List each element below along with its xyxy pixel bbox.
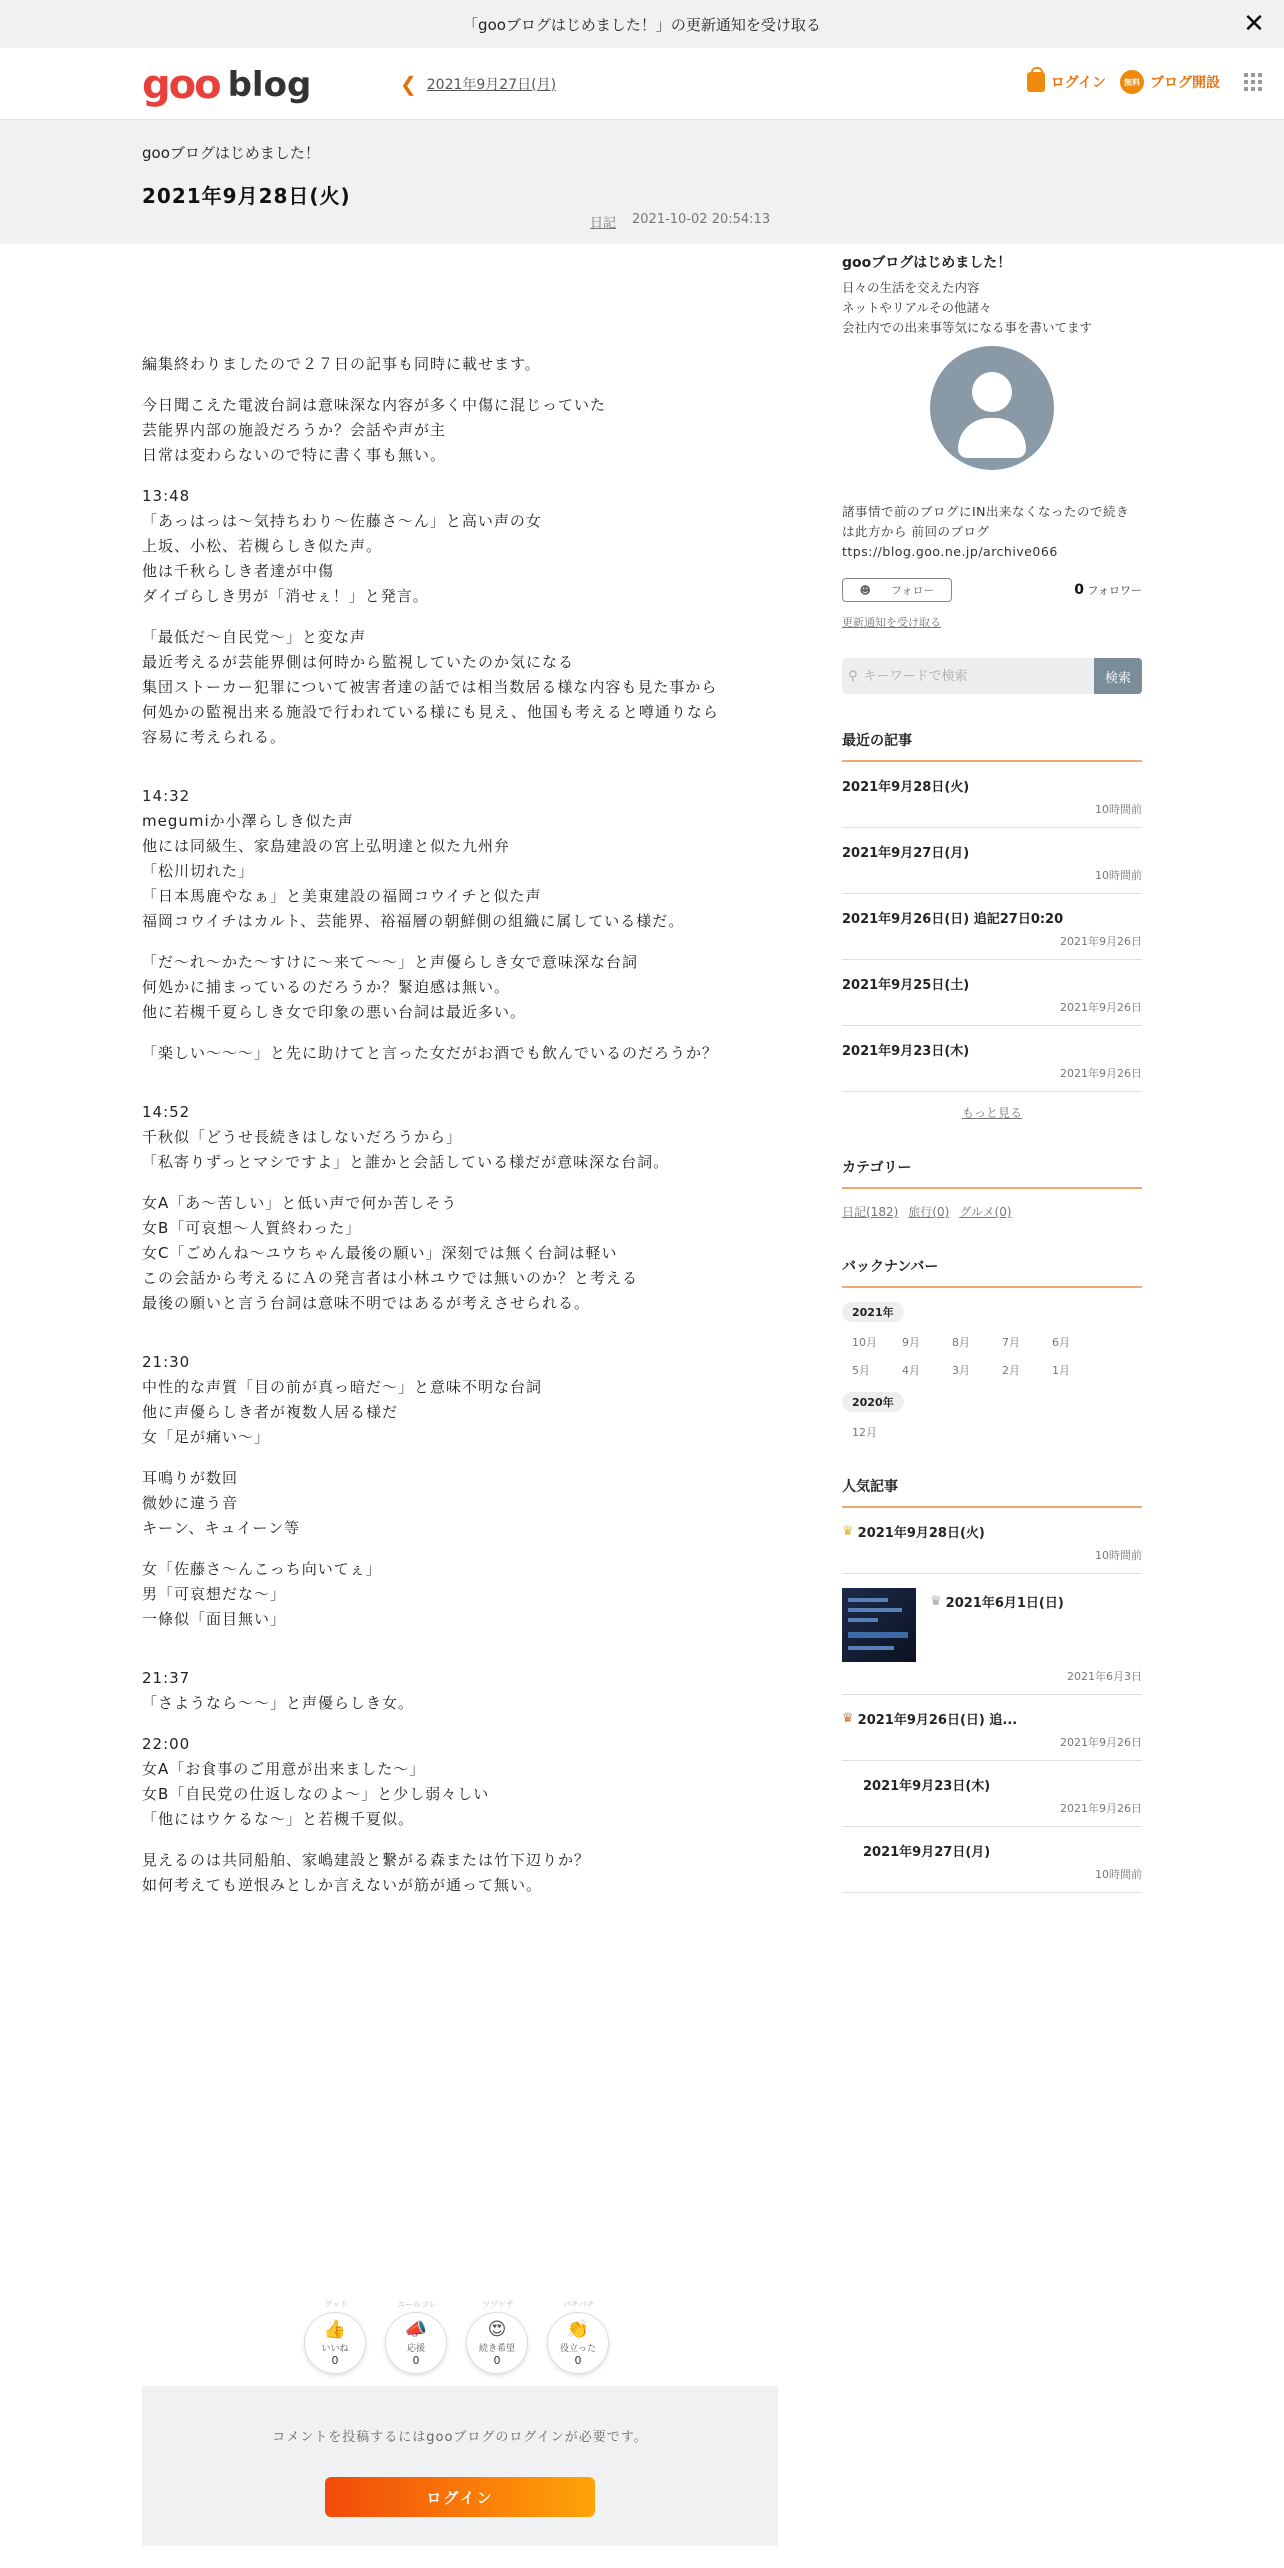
goo-blog-logo[interactable] <box>142 62 312 108</box>
month-link[interactable]: 6月 <box>1052 1336 1070 1349</box>
logo-blog: blog <box>227 65 312 105</box>
login-label: ログイン <box>1050 75 1106 91</box>
article-paragraph: 女A「あ～苦しい」と低い声で何か苦しそう 女B「可哀想～人質終わった」 女C「ごめんね～ユウちゃん最後の願い」深刻では無く台詞は軽い この会話から考えるにＡの発言者は小林ユウでは無いのか？と考える 最後の願いと言う台詞は意味不明ではあるが考えさせられる。 <box>142 1194 639 1312</box>
comment-login-button[interactable]: ログイン <box>325 2477 595 2517</box>
year-label: 2020年 <box>842 1392 904 1412</box>
popular-item-row <box>842 1588 1142 1662</box>
prev-post-label[interactable]: 2021年9月27日(月) <box>426 77 557 93</box>
post-header <box>0 120 1284 244</box>
month-link[interactable]: 4月 <box>902 1364 920 1377</box>
bag-icon <box>1027 72 1045 92</box>
reaction-count: 0 <box>574 2354 582 2367</box>
category-link[interactable]: グルメ(0) <box>959 1205 1012 1219</box>
article-paragraph: 22:00 女A「お食事のご用意が出来ました～」 女B「自民党の仕返しなのよ～」と少し弱々しい 「他にはウケるな～」と若槻千夏似。 <box>142 1735 490 1828</box>
article-paragraph: 編集終わりましたので２７日の記事も同時に載せます。 <box>142 355 541 373</box>
article-paragraph: 今日聞こえた電波台詞は意味深な内容が多く中傷に混じっていた 芸能界内部の施設だろうか？会話や声が主 日常は変わらないので特に書く事も無い。 <box>142 396 607 464</box>
recent-list <box>842 762 1142 1092</box>
month-link[interactable]: 8月 <box>952 1336 970 1349</box>
recent-item-date: 2021年9月26日 <box>1060 935 1142 948</box>
reaction-button[interactable] <box>466 2300 528 2374</box>
reaction-label: 続き希望 <box>478 2344 515 2354</box>
popular-item <box>842 1761 1142 1827</box>
post-title: 2021年9月28日(火) <box>142 184 351 208</box>
chevron-left-icon: ❮ <box>400 72 417 96</box>
reaction-label: いいね <box>321 2344 349 2354</box>
logo-goo: goo <box>142 62 220 108</box>
article-paragraph: 21:30 中性的な声質「目の前が真っ暗だ～」と意味不明な台詞 他に声優らしき者が複数人居る様だ 女「足が痛い～」 <box>142 1353 543 1446</box>
search-field[interactable] <box>842 658 1094 694</box>
popular-item <box>842 1695 1142 1761</box>
search-icon: ⚲ <box>848 668 858 684</box>
month-link[interactable]: 5月 <box>852 1364 870 1377</box>
popular-item-date: 10時間前 <box>1095 1868 1142 1881</box>
recent-item <box>842 1026 1142 1092</box>
popular-list <box>842 1508 1142 1893</box>
article-paragraph: 14:52 千秋似「どうせ長続きはしないだろうから」 「私寄りずっとマシですよ」と誰かと会話している様だが意味深な台詞。 <box>142 1103 670 1171</box>
month-link[interactable]: 1月 <box>1052 1364 1070 1377</box>
reaction-ruby: ツヅケテ <box>482 2300 514 2309</box>
reaction-count: 0 <box>412 2354 420 2367</box>
reaction-label: 応援 <box>406 2344 425 2354</box>
month-list <box>842 1412 1142 1440</box>
popular-item-date: 2021年9月26日 <box>1060 1736 1142 1749</box>
crown-icon: ♛ <box>842 1711 854 1726</box>
month-link[interactable]: 3月 <box>952 1364 970 1377</box>
reaction-emoji-icon: 👏 <box>566 2319 590 2340</box>
recent-item <box>842 960 1142 1026</box>
reaction-ruby: パチパチ <box>563 2300 595 2309</box>
sidebar-blog-name[interactable]: gooブログはじめました！ <box>842 255 1012 271</box>
popular-item-date: 2021年6月3日 <box>1067 1670 1142 1683</box>
reaction-emoji-icon: 😍 <box>487 2319 507 2340</box>
search-box <box>842 658 1142 694</box>
article-paragraph: 21:37 「さようなら～～」と声優らしき女。 <box>142 1669 415 1712</box>
backnumber-title: バックナンバー <box>842 1256 1142 1288</box>
popular-item <box>842 1574 1142 1695</box>
post-meta <box>590 212 770 231</box>
reaction-button[interactable] <box>547 2300 609 2374</box>
article-body <box>142 352 782 1914</box>
recent-item <box>842 828 1142 894</box>
category-title: カテゴリー <box>842 1157 1142 1189</box>
avatar[interactable] <box>930 346 1054 470</box>
reaction-button[interactable] <box>385 2300 447 2374</box>
year-label: 2021年 <box>842 1302 904 1322</box>
recent-item-date: 2021年9月26日 <box>1060 1067 1142 1080</box>
popular-item-title[interactable]: 2021年9月23日(木) <box>863 1779 991 1794</box>
crown-icon: ♛ <box>930 1594 942 1609</box>
site-header <box>0 48 1284 120</box>
prev-post-link[interactable] <box>400 74 556 94</box>
notify-text[interactable]: 「gooブログはじめました！」の更新通知を受け取る <box>463 15 821 34</box>
month-link[interactable]: 12月 <box>852 1426 877 1439</box>
recent-item-date: 10時間前 <box>1095 869 1142 882</box>
reaction-emoji-icon: 📣 <box>404 2319 428 2340</box>
open-blog-label: ブログ開設 <box>1150 75 1220 91</box>
person-icon: ☻ <box>859 583 871 597</box>
grid-menu-icon[interactable] <box>1244 73 1262 91</box>
recent-item <box>842 894 1142 960</box>
category-list <box>842 1203 1142 1220</box>
article-paragraph: 「最低だ～自民党～」と変な声 最近考えるが芸能界側は何時から監視していたのか気になる 集団ストーカー犯罪について被害者達の話では相当数居る様な内容も見た事から 何処かの監視出来る施設で行われている様にも見え、他国も考えると噂通りなら 容易に考えられる。 <box>142 628 719 746</box>
crown-icon: ♛ <box>842 1524 854 1539</box>
blog-name[interactable]: gooブログはじめました！ <box>142 144 320 162</box>
popular-thumbnail[interactable] <box>842 1588 916 1662</box>
recent-item-title[interactable]: 2021年9月28日(火) <box>842 780 970 795</box>
notify-bar[interactable] <box>0 0 1284 48</box>
comment-login-message: コメントを投稿するにはgooブログのログインが必要です。 <box>272 2430 648 2445</box>
follow-row <box>842 578 1142 602</box>
reaction-buttons <box>304 2300 609 2374</box>
article-paragraph: 耳鳴りが数回 微妙に違う音 キーン、キュイーン等 <box>142 1469 301 1537</box>
reaction-count: 0 <box>331 2354 339 2367</box>
article-paragraph: 13:48 「あっはっは～気持ちわり～佐藤さ～ん」と高い声の女 上坂、小松、若槻らしき似た声。 他は千秋らしき者達が中傷 ダイゴらしき男が「消せぇ！」と発言。 <box>142 487 542 605</box>
popular-item <box>842 1508 1142 1574</box>
reaction-ruby: グッド <box>324 2300 348 2309</box>
sidebar-intro: 諸事情で前のブログにIN出来なくなったので続きは此方から 前回のブログ ttps://blog.goo.ne.jp/archive066 <box>842 504 1130 559</box>
header-actions <box>1027 70 1262 94</box>
free-badge-icon: 無料 <box>1120 70 1144 94</box>
sidebar-description: 日々の生活を交えた内容 ネットやリアルその他諸々 会社内での出来事等気になる事を書いてます <box>842 280 1093 335</box>
follower-count <box>1074 582 1142 598</box>
popular-item-date: 10時間前 <box>1095 1549 1142 1562</box>
popular-title: 人気記事 <box>842 1476 1142 1508</box>
month-link[interactable]: 7月 <box>1002 1336 1020 1349</box>
comment-box <box>142 2386 778 2546</box>
recent-item-date: 10時間前 <box>1095 803 1142 816</box>
recent-item-title[interactable]: 2021年9月26日(日) 追記27日0:20 <box>842 912 1064 927</box>
recent-title: 最近の記事 <box>842 730 1142 762</box>
popular-item-title[interactable]: 2021年9月27日(月) <box>863 1845 991 1860</box>
sidebar <box>842 252 1142 1893</box>
popular-item-title[interactable]: 2021年9月28日(火) <box>857 1526 985 1541</box>
article-paragraph: 「楽しい～～～」と先に助けてと言った女だがお酒でも飲んでいるのだろうか？ <box>142 1044 719 1062</box>
popular-item-title[interactable]: 2021年9月26日(日) 追... <box>857 1713 1018 1728</box>
month-link[interactable]: 10月 <box>852 1336 877 1349</box>
month-link[interactable]: 9月 <box>902 1336 920 1349</box>
article-paragraph: 見えるのは共同船舶、家嶋建設と繋がる森または竹下辺りか？ 如何考えても逆恨みとしか言えないが筋が通って無い。 <box>142 1851 591 1894</box>
reaction-label: 役立った <box>559 2344 596 2354</box>
recent-item-date: 2021年9月26日 <box>1060 1001 1142 1014</box>
recent-item-title[interactable]: 2021年9月25日(土) <box>842 978 970 993</box>
article-paragraph: 14:32 megumiか小澤らしき似た声 他には同級生、家島建設の宮上弘明達と似た九州弁 「松川切れた」 「日本馬鹿やなぁ」と美東建設の福岡コウイチと似た声 福岡コウイチはカルト、芸能界、裕福層の朝鮮側の組織に属している様だ。 <box>142 787 685 930</box>
search-button[interactable]: 検索 <box>1094 658 1142 694</box>
post-category-link[interactable]: 日記 <box>590 216 617 231</box>
recent-item-title[interactable]: 2021年9月23日(木) <box>842 1044 970 1059</box>
category-link[interactable]: 日記(182) <box>842 1205 899 1219</box>
follower-count-value: 0 <box>1074 582 1085 598</box>
login-link[interactable] <box>1027 72 1106 92</box>
popular-item <box>842 1827 1142 1893</box>
follow-button-label: フォロー <box>891 584 935 597</box>
search-input[interactable] <box>864 669 1064 684</box>
notify-subscribe-link[interactable]: 更新通知を受け取る <box>842 616 941 629</box>
open-blog-link[interactable] <box>1120 70 1220 94</box>
more-link[interactable]: もっと見る <box>961 1106 1022 1120</box>
backnumber-list <box>842 1288 1142 1440</box>
article-paragraph: 「だ～れ～かた～すけに～来て～～」と声優らしき女で意味深な台詞 何処かに捕まっているのだろうか？緊迫感は無い。 他に若槻千夏らしき女で印象の悪い台詞は最近多い。 <box>142 953 639 1021</box>
follow-button[interactable] <box>842 578 952 602</box>
category-link[interactable]: 旅行(0) <box>908 1205 950 1219</box>
reaction-count: 0 <box>493 2354 501 2367</box>
popular-item-date: 2021年9月26日 <box>1060 1802 1142 1815</box>
reaction-emoji-icon: 👍 <box>323 2319 347 2340</box>
follower-count-label: フォロワー <box>1087 584 1142 597</box>
reaction-button[interactable] <box>304 2300 366 2374</box>
month-list <box>842 1322 1142 1378</box>
recent-item <box>842 762 1142 828</box>
reaction-ruby: エールフレ <box>397 2300 437 2309</box>
month-link[interactable]: 2月 <box>1002 1364 1020 1377</box>
popular-item-title[interactable]: 2021年6月1日(日) <box>945 1596 1064 1611</box>
recent-item-title[interactable]: 2021年9月27日(月) <box>842 846 970 861</box>
post-datetime: 2021-10-02 20:54:13 <box>632 212 771 227</box>
close-icon[interactable]: ✕ <box>1243 9 1265 39</box>
article-paragraph: 女「佐藤さ～んこっち向いてぇ」 男「可哀想だな～」 一條似「面目無い」 <box>142 1560 382 1628</box>
